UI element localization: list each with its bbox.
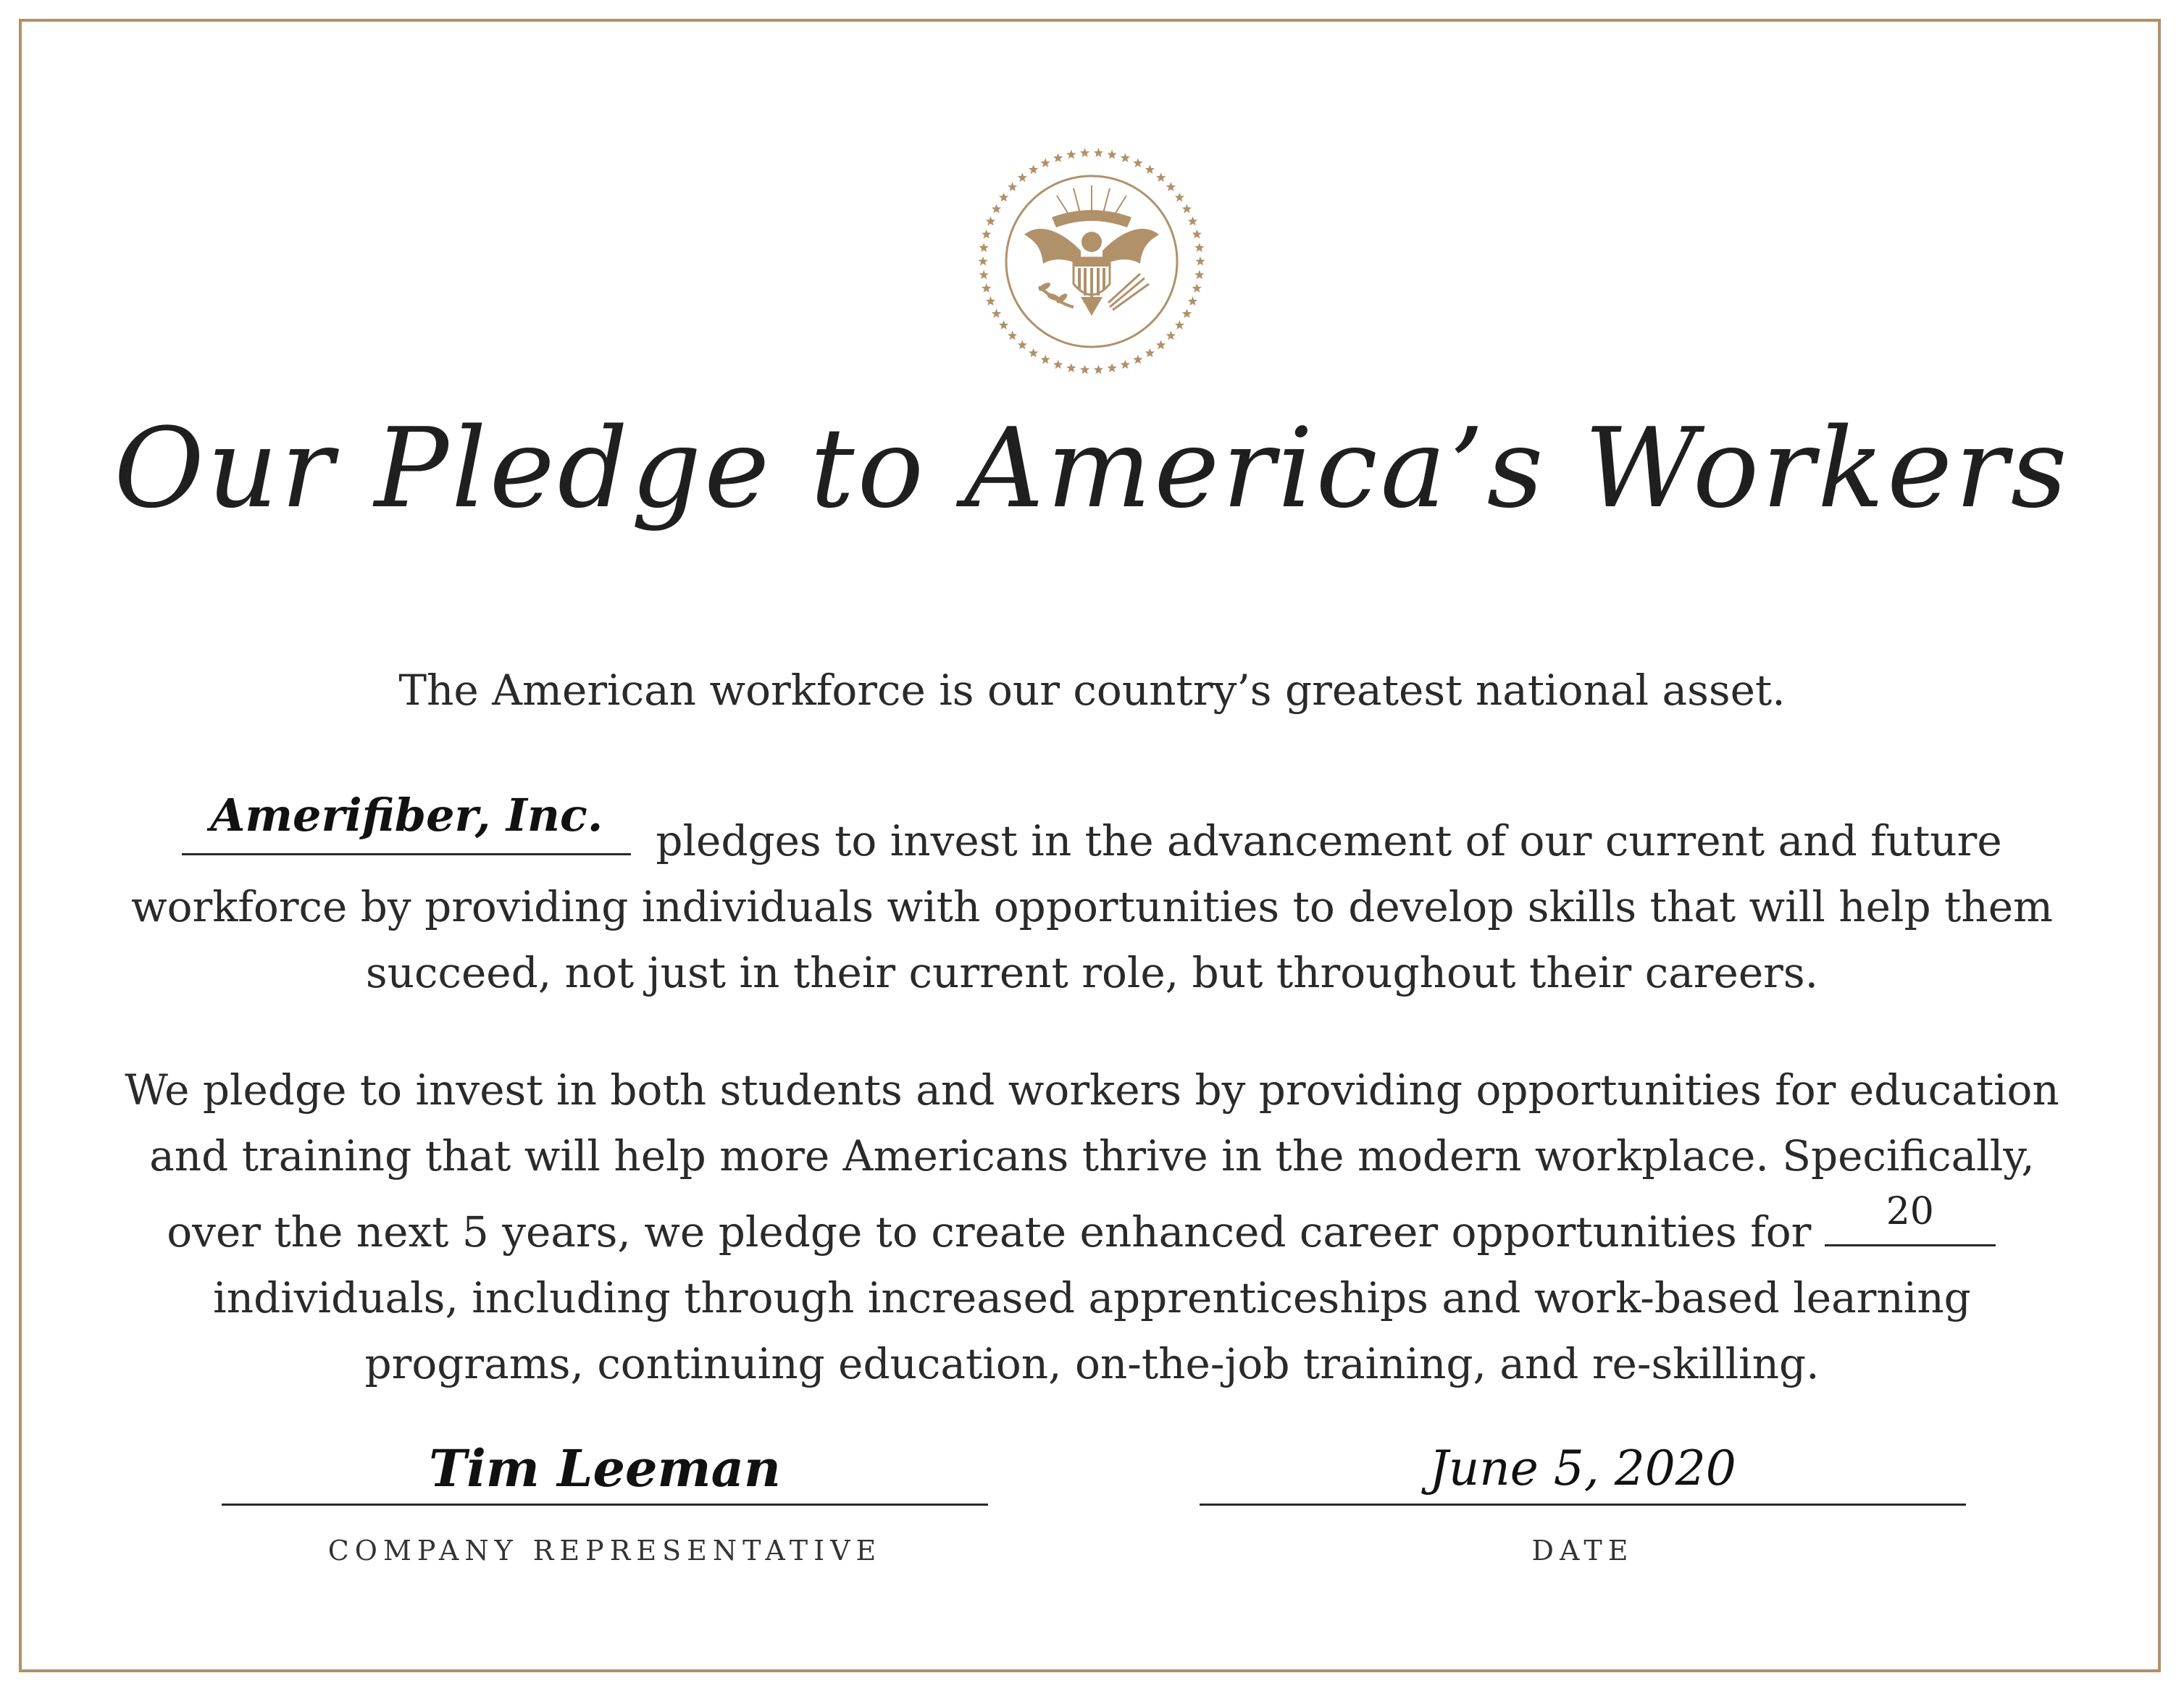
pledge-paragraph-2 xyxy=(109,1057,2075,1397)
seal-star xyxy=(1029,348,1038,358)
seal-star xyxy=(1156,172,1166,182)
representative-signature: Tim Leeman xyxy=(222,1434,988,1506)
seal-star xyxy=(1182,204,1192,214)
seal-star xyxy=(1195,256,1205,266)
representative-label: COMPANY REPRESENTATIVE xyxy=(327,1535,882,1567)
seal-star xyxy=(1018,172,1027,182)
seal-star xyxy=(1182,309,1192,318)
representative-signature-block xyxy=(222,1434,988,1567)
seal-star xyxy=(1194,270,1204,280)
pledge-paragraph-1-text: pledges to invest in the advancement of our current and future workforce by providing individuals with opportunities to develop skills that will help them succeed, not just in their current role, but throughout their careers. xyxy=(130,816,2054,997)
seal-star xyxy=(1133,355,1142,364)
pledge-paragraph-2-text-b: individuals, including through increased apprenticeships and work-based learning programs, continuing education, on-the-job training, and re-skilling. xyxy=(213,1273,1971,1388)
seal-star xyxy=(986,296,995,306)
seal-star xyxy=(978,256,987,266)
seal-star xyxy=(1166,331,1176,340)
seal-star xyxy=(1066,363,1076,372)
seal-star xyxy=(1029,164,1038,174)
date-value: June 5, 2020 xyxy=(1200,1434,1966,1506)
seal-star xyxy=(1175,193,1184,202)
seal-star xyxy=(1094,365,1103,374)
seal-star xyxy=(1008,182,1017,191)
seal-star xyxy=(1192,230,1202,239)
seal-star xyxy=(1018,340,1027,350)
seal-star xyxy=(1121,360,1130,369)
seal-star xyxy=(979,243,989,252)
seal-star xyxy=(999,320,1008,330)
seal-star xyxy=(1145,348,1155,358)
seal-star xyxy=(1188,296,1197,306)
pledge-paragraph-1 xyxy=(109,788,2075,1006)
individuals-count: 20 xyxy=(1886,1190,1934,1233)
certificate-title: Our Pledge to America’s Workers xyxy=(114,404,2070,532)
seal-star xyxy=(999,193,1008,202)
date-signature-block xyxy=(1200,1434,1966,1567)
seal-star xyxy=(1053,360,1063,369)
seal-star xyxy=(1194,243,1204,252)
seal-star xyxy=(992,204,1001,214)
seal-star xyxy=(979,270,989,280)
seal-star xyxy=(1066,150,1076,159)
seal-star xyxy=(1175,320,1184,330)
seal-star xyxy=(992,309,1001,318)
seal-star xyxy=(1156,340,1166,350)
seal-star xyxy=(1107,363,1116,372)
seal-star xyxy=(1080,148,1089,157)
seal-star xyxy=(1166,182,1176,191)
seal-star xyxy=(1145,164,1155,174)
seal-star xyxy=(986,217,995,226)
seal-star xyxy=(982,283,991,293)
seal-star xyxy=(1040,355,1050,364)
individuals-count-field xyxy=(1825,1189,1996,1246)
seal-star xyxy=(982,230,991,239)
seal-star xyxy=(1080,365,1089,374)
seal-star xyxy=(1094,148,1103,157)
date-label: DATE xyxy=(1531,1535,1634,1567)
seal-star xyxy=(1133,158,1142,167)
company-name-field xyxy=(182,788,631,855)
presidential-seal-icon xyxy=(972,142,1211,381)
seal-star xyxy=(1053,153,1063,162)
seal-star xyxy=(1008,331,1017,340)
seal-star xyxy=(1188,217,1197,226)
seal-star xyxy=(1040,158,1050,167)
seal-star xyxy=(1107,150,1116,159)
seal-star xyxy=(1192,283,1202,293)
company-name: Amerifiber, Inc. xyxy=(210,789,603,842)
seal-star xyxy=(1121,153,1130,162)
pledge-paragraph-2-text-a: We pledge to invest in both students and workers by providing opportunities for education and training that will help more Americans thrive in the modern workplace. Specifically, over the next 5 years, we pledge to create enhanced career opportunities for xyxy=(125,1065,2059,1257)
lead-statement: The American workforce is our country’s greatest national asset. xyxy=(398,666,1786,715)
